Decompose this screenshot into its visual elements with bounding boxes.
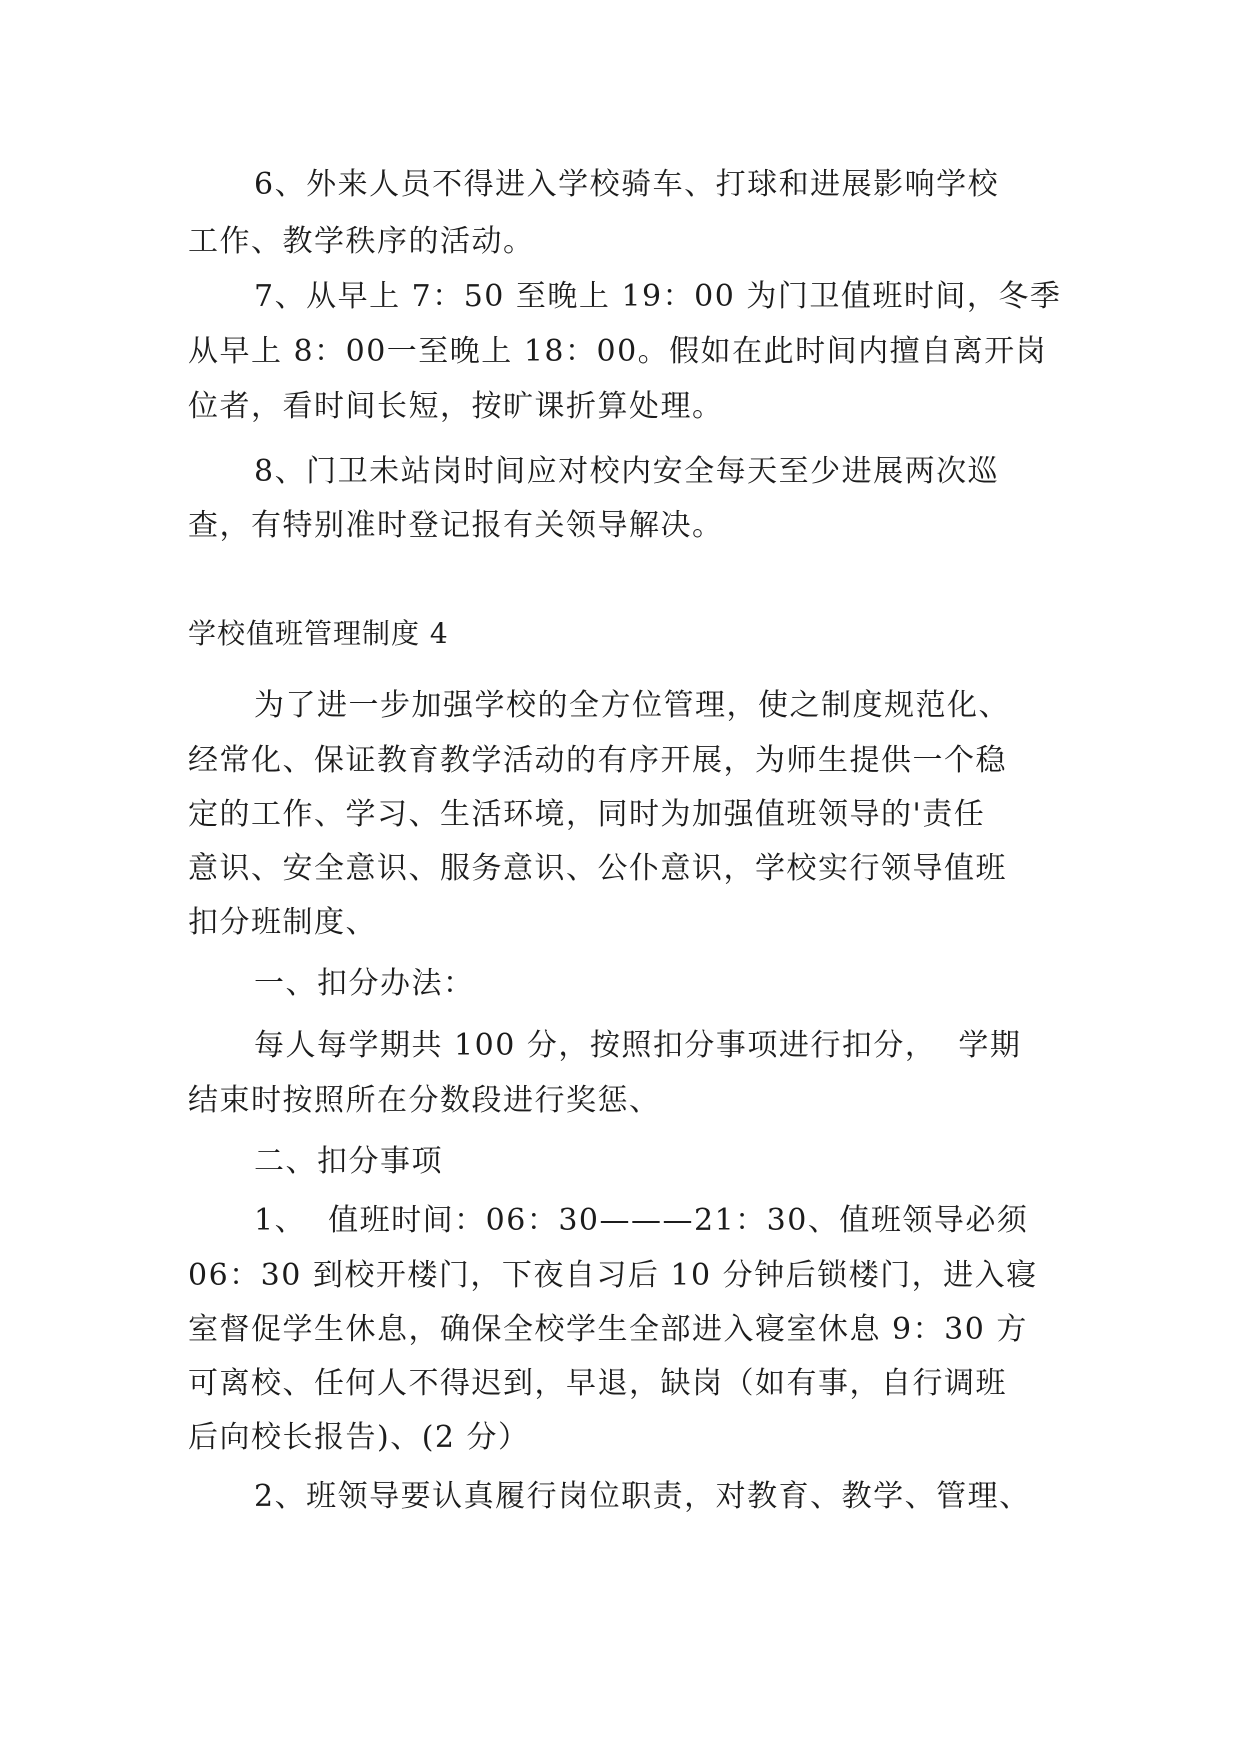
paragraph-line: 8、门卫未站岗时间应对校内安全每天至少进展两次巡 — [254, 454, 1000, 489]
paragraph-line: 定的工作、学习、生活环境，同时为加强值班领导的'责任 — [188, 797, 986, 832]
paragraph-line: 每人每学期共 100 分，按照扣分事项进行扣分， 学期 — [254, 1028, 1022, 1063]
section-heading: 学校值班管理制度 4 — [188, 617, 449, 650]
paragraph-line: 从早上 8：00一至晚上 18：00。假如在此时间内擅自离开岗 — [188, 334, 1048, 369]
paragraph-line: 为了进一步加强学校的全方位管理，使之制度规范化、 — [254, 688, 1010, 723]
paragraph-line: 1、 值班时间：06：30———21：30、值班领导必须 — [254, 1203, 1029, 1238]
paragraph-line: 室督促学生休息，确保全校学生全部进入寝室休息 9：30 方 — [188, 1312, 1028, 1347]
paragraph-line: 意识、安全意识、服务意识、公仆意识，学校实行领导值班 — [188, 851, 1007, 886]
paragraph-line: 结束时按照所在分数段进行奖惩、 — [188, 1083, 661, 1118]
paragraph-line: 可离校、任何人不得迟到，早退，缺岗（如有事，自行调班 — [188, 1366, 1007, 1401]
paragraph-line: 6、外来人员不得进入学校骑车、打球和进展影响学校 — [254, 167, 1000, 202]
paragraph-line: 经常化、保证教育教学活动的有序开展，为师生提供一个稳 — [188, 743, 1007, 778]
paragraph-line: 工作、教学秩序的活动。 — [188, 224, 535, 259]
paragraph-line: 7、从早上 7：50 至晚上 19：00 为门卫值班时间，冬季 — [254, 279, 1062, 314]
subheading: 一、扣分办法： — [254, 966, 475, 1001]
paragraph-line: 后向校长报告)、(2 分） — [188, 1420, 530, 1455]
paragraph-line: 2、班领导要认真履行岗位职责，对教育、教学、管理、 — [254, 1479, 1031, 1514]
paragraph-line: 查，有特别准时登记报有关领导解决。 — [188, 508, 724, 543]
subheading: 二、扣分事项 — [254, 1144, 443, 1179]
paragraph-line: 扣分班制度、 — [188, 905, 377, 940]
paragraph-line: 位者，看时间长短，按旷课折算处理。 — [188, 389, 724, 424]
paragraph-line: 06：30 到校开楼门，下夜自习后 10 分钟后锁楼门，进入寝 — [188, 1258, 1038, 1293]
